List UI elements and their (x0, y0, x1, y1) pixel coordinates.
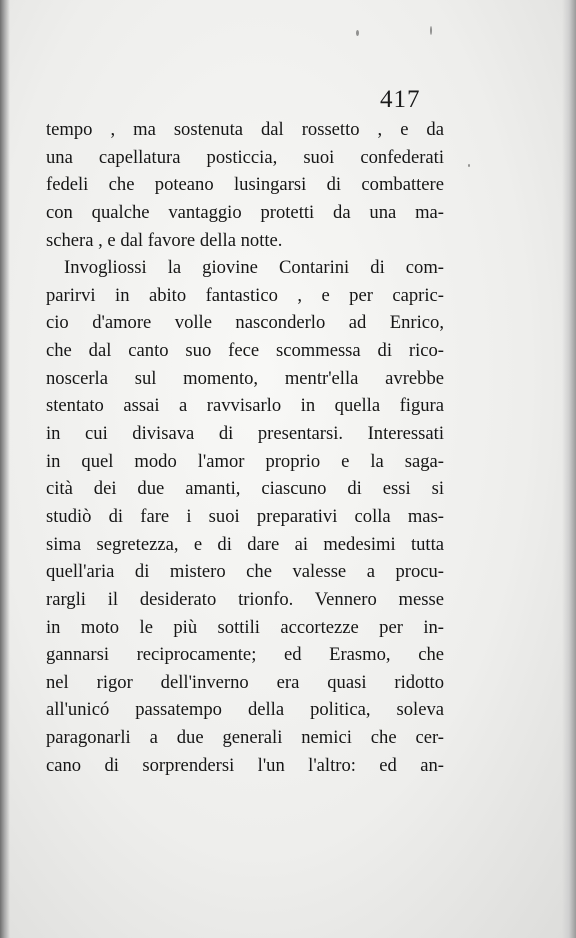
text-line: parirvi in abito fantastico , e per capric- (46, 284, 444, 306)
text-line: in moto le più sottili accortezze per in- (46, 616, 444, 638)
text-line: cità dei due amanti, ciascuno di essi si (46, 478, 444, 500)
text-line: una capellatura posticcia, suoi confederati (46, 146, 444, 168)
ink-speck (430, 26, 432, 35)
text-line: studiò di fare i suoi preparativi colla mas- (46, 505, 444, 527)
text-line: schera , e dal favore della notte. (46, 229, 283, 251)
text-line: paragonarli a due generali nemici che cer- (46, 727, 444, 749)
ink-speck (356, 30, 359, 36)
text-line: sima segretezza, e di dare ai medesimi tutta (46, 533, 444, 555)
text-line: gannarsi reciprocamente; ed Erasmo, che (46, 644, 444, 666)
text-line: che dal canto suo fece scommessa di rico- (46, 340, 444, 362)
text-line: in quel modo l'amor proprio e la saga- (46, 450, 444, 472)
page-left-edge (0, 0, 10, 938)
text-line: cio d'amore volle nasconderlo ad Enrico, (46, 312, 444, 334)
text-line: Invogliossi la giovine Contarini di com- (64, 257, 444, 279)
text-line: nel rigor dell'inverno era quasi ridotto (46, 671, 444, 693)
text-line: con qualche vantaggio protetti da una ma- (46, 201, 444, 223)
text-line: tempo , ma sostenuta dal rossetto , e da (46, 119, 444, 140)
text-line: in cui divisava di presentarsi. Interessati (46, 423, 444, 445)
text-line: quell'aria di mistero che valesse a procu- (46, 561, 444, 583)
body-text (46, 116, 444, 779)
text-line: fedeli che poteano lusingarsi di combattere (46, 174, 444, 196)
text-line: rargli il desiderato trionfo. Vennero messe (46, 588, 444, 610)
ink-speck (468, 164, 470, 167)
page-number: 417 (380, 86, 421, 113)
text-line: stentato assai a ravvisarlo in quella figura (46, 395, 444, 417)
text-line: noscerla sul momento, mentr'ella avrebbe (46, 367, 444, 389)
text-line: cano di sorprendersi l'un l'altro: ed an- (46, 754, 444, 776)
page-right-edge (562, 0, 576, 938)
text-line: all'unicó passatempo della politica, soleva (46, 699, 444, 721)
